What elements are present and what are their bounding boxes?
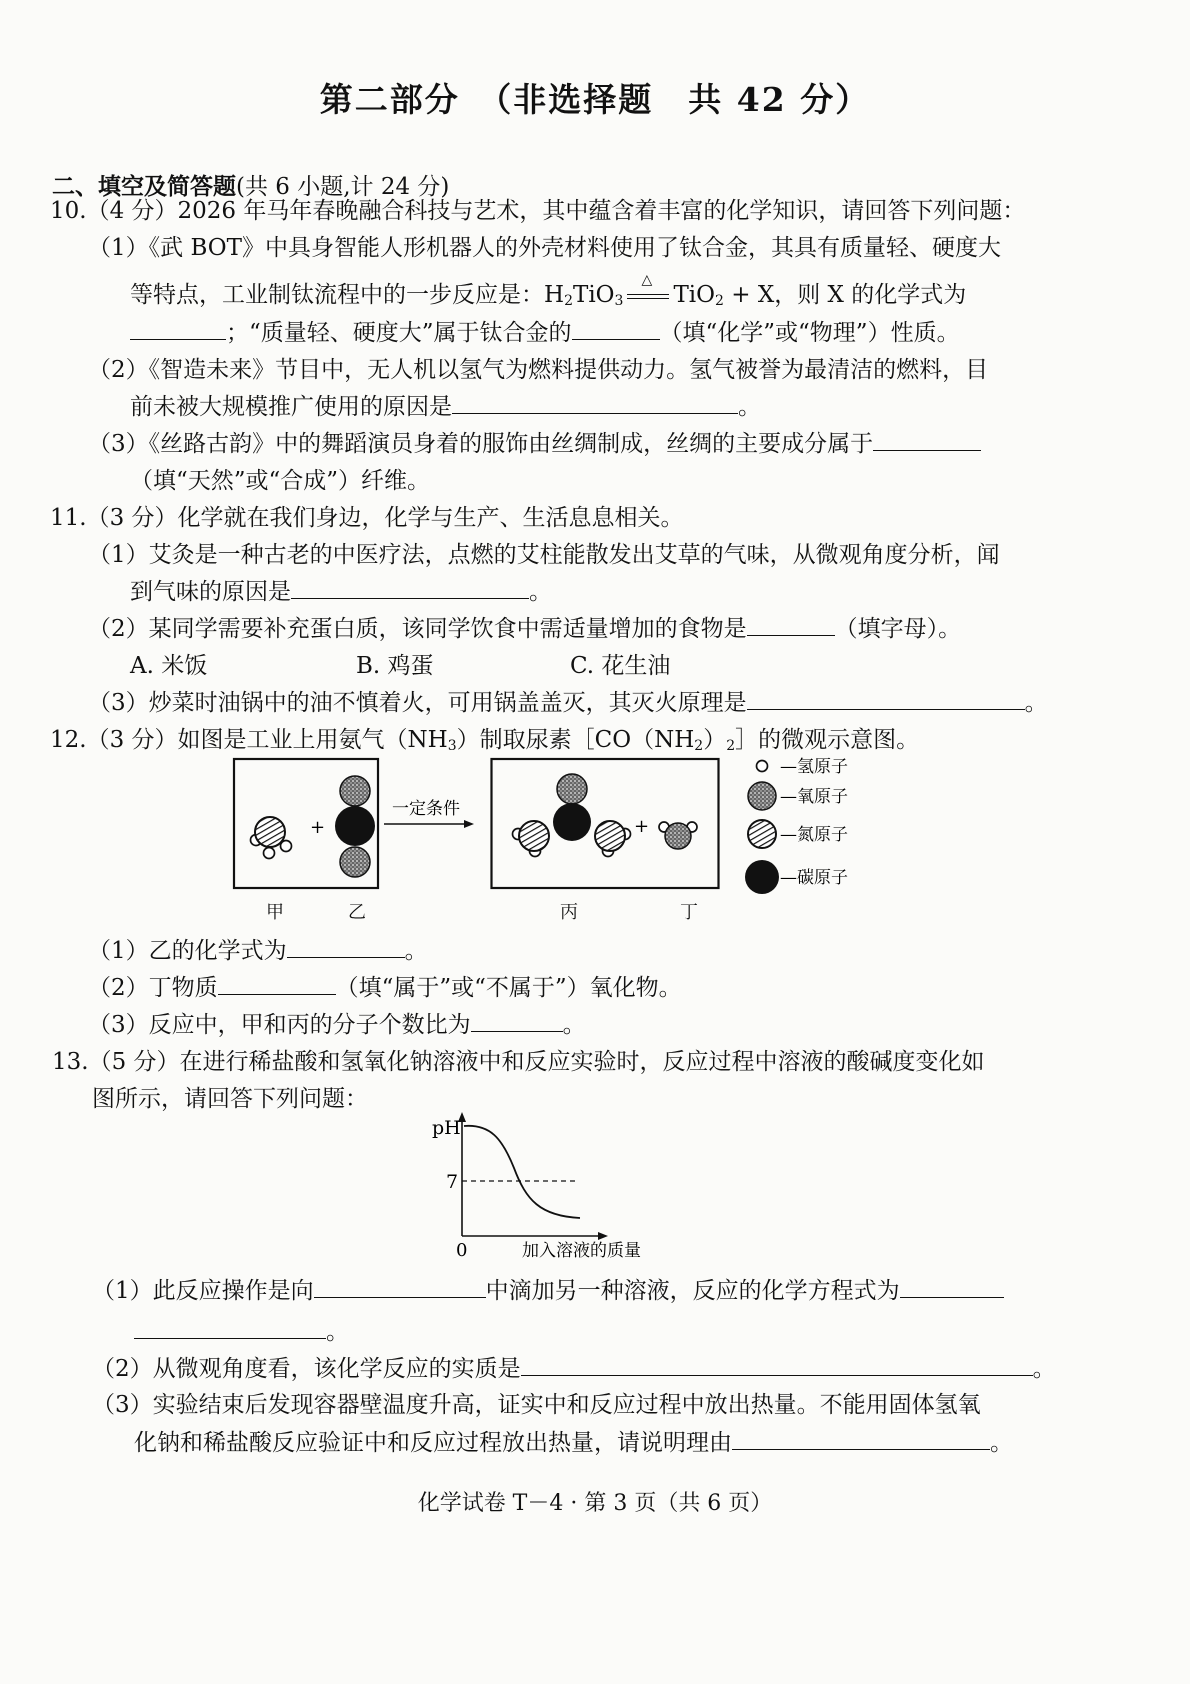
answer-blank[interactable]: [471, 1011, 563, 1032]
page-title: 第二部分 （非选择题 共 42 分）: [319, 80, 871, 119]
q13-p1-text: （1）此反应操作是向: [92, 1278, 314, 1304]
page-footer: 化学试卷 T－4 · 第 3 页（共 6 页）: [417, 1491, 773, 1516]
q12-stem-text: ）制取尿素［CO（NH: [456, 727, 695, 753]
label-jia: 甲: [266, 902, 284, 923]
q12-p2-text: （2）丁物质: [88, 975, 218, 1001]
q10-formula: TiO: [673, 282, 716, 308]
q11-p2-text: （2）某同学需要补充蛋白质，该同学饮食中需适量增加的食物是: [88, 616, 747, 642]
q10-p3a-text: （3）《丝路古韵》中的舞蹈演员身着的服饰由丝绸制成，丝绸的主要成分属于: [88, 431, 874, 457]
q10-p1c-text: ；“质量轻、硬度大”属于钛合金的: [226, 320, 572, 346]
products-panel: [490, 756, 730, 891]
q12-sub: 2: [694, 738, 704, 754]
q12-p2-end: （填“属于”或“不属于”）氧化物。: [335, 975, 682, 1001]
q10-p1c: [130, 314, 960, 347]
atom-legend: [742, 752, 892, 902]
answer-blank[interactable]: [314, 1277, 486, 1298]
q13-p3b-text: 化钠和稀盐酸反应验证中和反应过程放出热量，请说明理由: [134, 1430, 732, 1456]
q10-formula: TiO: [572, 282, 615, 308]
molecule-ding: [659, 822, 697, 849]
y-tick-7: 7: [446, 1171, 459, 1193]
molecule-jia: [251, 817, 292, 859]
arrow-head-icon: [464, 820, 474, 828]
q10-p1b-text: 等特点，工业制钛流程中的一步反应是：H: [130, 282, 565, 308]
q10-p3b: （填“天然”或“合成”）纤维。: [130, 468, 431, 494]
q13-stem-a: 13.（5 分）在进行稀盐酸和氢氧化钠溶液中和反应实验时，反应过程中溶液的酸碱度变化如: [52, 1049, 985, 1075]
q10-p2a: （2）《智造未来》节目中，无人机以氢气为燃料提供动力。氢气被誉为最清洁的燃料，目: [88, 357, 989, 383]
reactants-panel: [232, 756, 474, 891]
answer-blank[interactable]: [452, 393, 738, 414]
q11-p1b-text: 到气味的原因是: [130, 579, 291, 605]
q11-p3-text: （3）炒菜时油锅中的油不慎着火，可用锅盖盖灭，其灭火原理是: [88, 690, 747, 716]
q11-p3-end: 。: [1024, 690, 1048, 716]
q10-p3a: [88, 425, 981, 458]
q10-p2b: [130, 388, 761, 421]
legend-carbon: —碳原子: [780, 868, 848, 888]
answer-blank[interactable]: [287, 937, 405, 958]
answer-blank[interactable]: [747, 689, 1025, 710]
option-a: A. 米饭: [130, 653, 208, 679]
label-yi: 乙: [348, 902, 366, 923]
q10-sub: 2: [715, 293, 724, 309]
q11-p2: [88, 610, 961, 643]
q13-p2-end: 。: [1032, 1356, 1056, 1382]
q10-sub: 3: [614, 293, 624, 309]
q13-p1b: [134, 1313, 349, 1346]
equals-line-bottom: [627, 298, 669, 299]
q10-p1c-end: （填“化学”或“物理”）性质。: [659, 320, 960, 346]
q10-p1b-end: + X，则 X 的化学式为: [723, 282, 967, 308]
q13-p1b-end: 。: [326, 1319, 349, 1345]
q10-stem: 10.（4 分）2026 年马年春晚融合科技与艺术，其中蕴含着丰富的化学知识，请回答下列问题：: [50, 198, 1026, 224]
q10-p1a: （1）《武 BOT》中具身智能人形机器人的外壳材料使用了钛合金，其具有质量轻、硬度大: [88, 235, 1001, 261]
q12-sub: 2: [726, 738, 736, 754]
q12-sub: 3: [447, 738, 457, 754]
q10-p1b: [130, 272, 967, 309]
q10-p2b-end: 。: [738, 394, 761, 420]
q13-p2-text: （2）从微观角度看，该化学反应的实质是: [92, 1356, 521, 1382]
q13-p2: [92, 1350, 1056, 1383]
q13-p3a: （3）实验结束后发现容器壁温度升高，证实中和反应过程中放出热量。不能用固体氢氧: [92, 1392, 981, 1418]
q12-stem-text: ）: [703, 727, 727, 753]
option-b: B. 鸡蛋: [356, 653, 434, 679]
answer-blank[interactable]: [521, 1355, 1033, 1376]
q13-stem-b: 图所示，请回答下列问题：: [92, 1086, 368, 1112]
legend-nitrogen: —氮原子: [780, 825, 848, 845]
oxygen-atom-icon: [748, 782, 776, 810]
x-axis-label: 加入溶液的质量: [522, 1241, 641, 1258]
q12-p1-end: 。: [404, 938, 428, 964]
q11-p1a: （1）艾灸是一种古老的中医疗法，点燃的艾柱能散发出艾草的气味，从微观角度分析，闻: [88, 542, 1000, 568]
molecule-bing: [513, 774, 631, 857]
reaction-condition: 一定条件: [392, 799, 460, 819]
q11-p1b-end: 。: [529, 579, 552, 605]
q12-p1-text: （1）乙的化学式为: [88, 938, 287, 964]
ph-chart: [420, 1108, 700, 1258]
y-axis-label: pH: [432, 1117, 461, 1139]
q12-stem-text: 12.（3 分）如图是工业上用氨气（NH: [50, 727, 448, 753]
answer-blank[interactable]: [130, 319, 226, 340]
q11-p3: [88, 684, 1048, 717]
plus-sign: +: [634, 816, 650, 837]
q10-p2b-text: 前未被大规模推广使用的原因是: [130, 394, 452, 420]
q12-p2: [88, 969, 682, 1002]
plus-sign: +: [310, 817, 326, 838]
heat-triangle-icon: △: [641, 272, 653, 288]
molecule-yi: [335, 776, 375, 877]
nitrogen-atom-icon: [748, 820, 776, 848]
q12-p3-text: （3）反应中，甲和丙的分子个数比为: [88, 1012, 471, 1038]
answer-blank[interactable]: [873, 430, 981, 451]
answer-blank[interactable]: [291, 578, 529, 599]
answer-blank[interactable]: [134, 1318, 326, 1339]
q11-p2-end: （填字母）。: [834, 616, 962, 642]
q12-stem-text: ］的微观示意图。: [735, 727, 920, 753]
q13-p3b-end: 。: [990, 1430, 1013, 1456]
q12-p3: [88, 1006, 586, 1039]
q12-stem: [50, 721, 919, 754]
q13-p3b: [134, 1424, 1013, 1457]
option-c: C. 花生油: [570, 653, 671, 679]
legend-hydrogen: —氢原子: [780, 757, 848, 777]
section-label: 二、填空及简答题: [52, 173, 236, 200]
q12-p1: [88, 932, 428, 965]
q13-p1-mid: 中滴加另一种溶液，反应的化学方程式为: [485, 1278, 900, 1304]
x-axis-arrow-icon: [598, 1232, 608, 1240]
answer-blank[interactable]: [732, 1429, 990, 1450]
hydrogen-atom-icon: [757, 761, 768, 772]
answer-blank[interactable]: [218, 974, 336, 995]
ph-curve: [464, 1126, 580, 1218]
origin-label: 0: [456, 1240, 468, 1258]
q11-p1b: [130, 573, 552, 606]
answer-blank[interactable]: [747, 615, 835, 636]
answer-blank[interactable]: [900, 1277, 1004, 1298]
answer-blank[interactable]: [572, 319, 660, 340]
label-bing: 丙: [560, 902, 578, 923]
q10-sub: 2: [564, 293, 573, 309]
label-ding: 丁: [680, 902, 698, 923]
equals-line-top: [627, 294, 669, 295]
carbon-atom-icon: [745, 860, 779, 894]
q13-p1: [92, 1272, 1004, 1305]
reaction-equals-sign: [625, 272, 671, 306]
legend-oxygen: —氧原子: [780, 787, 848, 807]
q11-stem: 11.（3 分）化学就在我们身边，化学与生产、生活息息相关。: [50, 505, 684, 531]
q12-p3-end: 。: [562, 1012, 586, 1038]
section-note: (共 6 小题,计 24 分): [236, 174, 450, 200]
